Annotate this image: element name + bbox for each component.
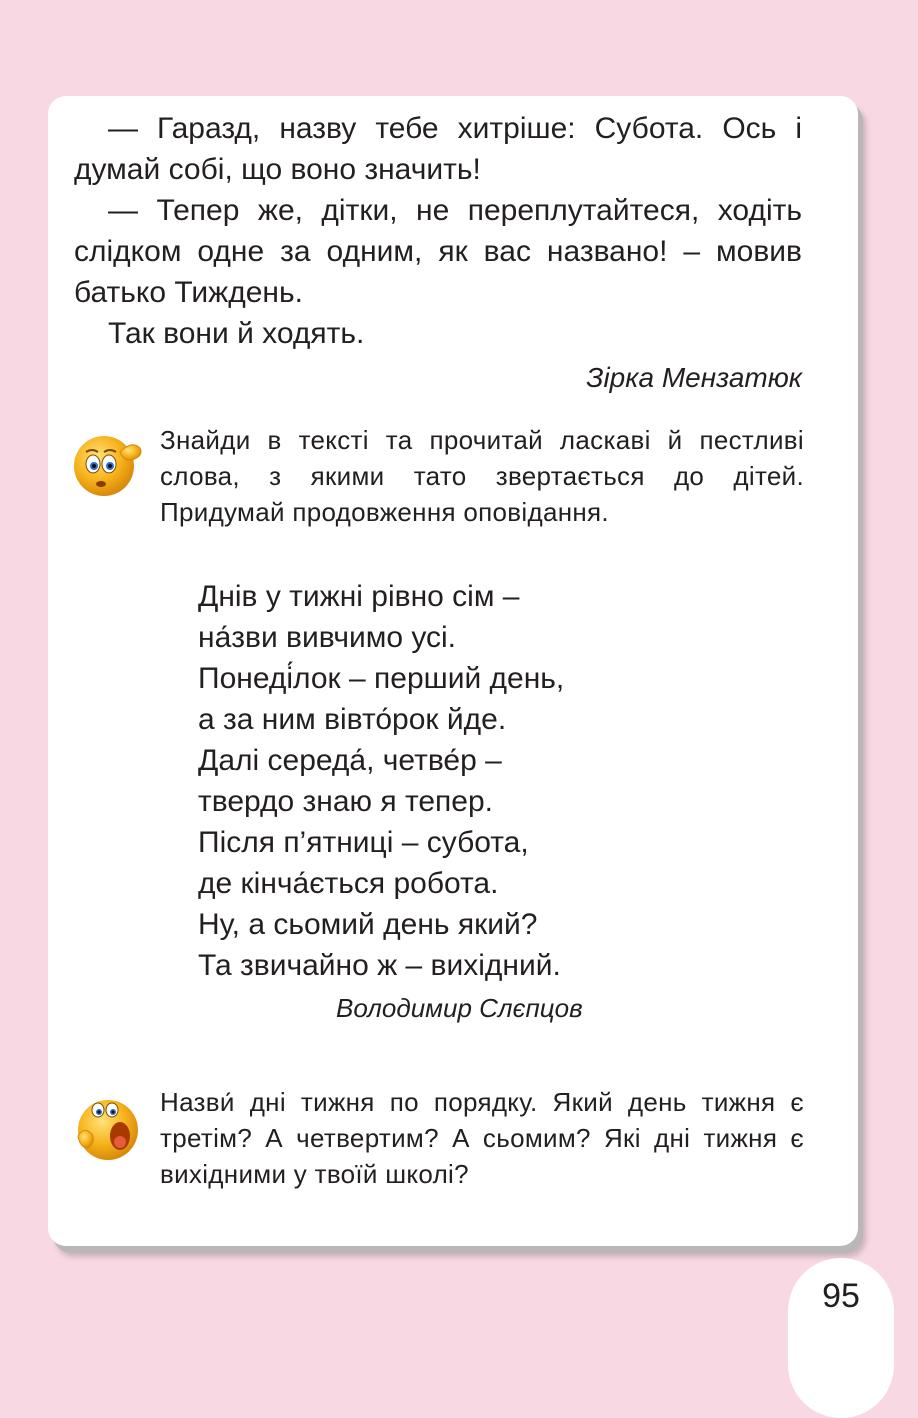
page-number: 95 xyxy=(822,1277,860,1315)
poem-line: Ну, а сьомий день який? xyxy=(198,908,538,941)
poem-line: Днів у тижні рівно сім – xyxy=(198,580,520,613)
task-text: Знайди в тексті та прочитай ласкаві й пестливі слова, з якими тато звертається до дітей. Придумай продовження оповідання. xyxy=(160,425,804,527)
poem-line: Понеді́лок – перший день, xyxy=(198,662,565,695)
poem-author: Володимир Слєпцов xyxy=(336,993,583,1023)
story-author: Зірка Мензатюк xyxy=(586,362,802,393)
poem-line: Та звичайно ж – вихідний. xyxy=(198,949,561,982)
poem-line: Після п’ятниці – субота, xyxy=(198,826,529,859)
task-text: Назви́ дні тижня по порядку. Який день тижня є третім? А четвертим? А сьомим? Які дні тижня є вихідними у твоїй школі? xyxy=(160,1087,804,1189)
poem-line: на́зви вивчимо усі. xyxy=(198,621,457,654)
poem-line: а за ним вівто́рок йде. xyxy=(198,703,507,736)
story-paragraph: Так вони й ходять. xyxy=(108,317,365,350)
poem xyxy=(198,576,564,986)
poem-line: твердо знаю я тепер. xyxy=(198,785,494,818)
thinking-smiley-icon xyxy=(70,422,150,502)
story-text xyxy=(74,108,802,354)
poem-line: Далі середа́, четве́р – xyxy=(198,744,502,777)
poem-line: де кінча́ється робота. xyxy=(198,867,499,900)
story-paragraph: — Гаразд, назву тебе хитріше: Субота. Ось і думай собі, що воно значить! xyxy=(74,112,802,186)
story-paragraph: — Тепер же, дітки, не переплутайтеся, ходіть слідком одне за одним, як вас названо! – мовив батько Тиждень. xyxy=(74,194,802,309)
speaking-smiley-icon xyxy=(70,1086,150,1166)
